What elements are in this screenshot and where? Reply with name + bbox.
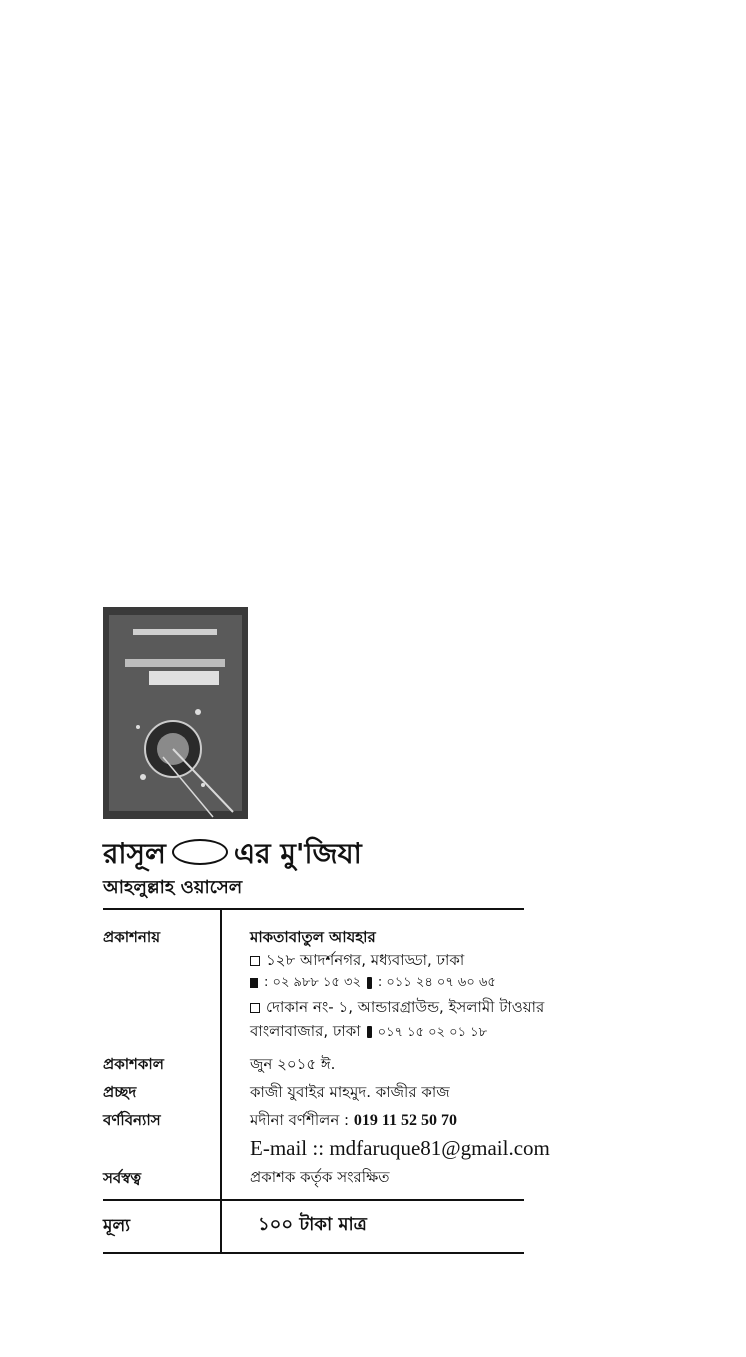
published-label: প্রকাশকাল xyxy=(103,1055,164,1073)
email-address: E-mail :: mdfaruque81@gmail.com xyxy=(250,1136,550,1160)
typesetting-label: বর্ণবিন্যাস xyxy=(103,1111,161,1129)
rights-label: সর্বস্বত্ব xyxy=(103,1169,142,1187)
cover-value: কাজী যুবাইর মাহমুদ. কাজীর কাজ xyxy=(250,1083,450,1101)
publisher-address-line-2: দোকান নং- ১, আন্ডারগ্রাউন্ড, ইসলামী টাওয়ার xyxy=(250,996,544,1018)
title-part-2: এর মু'জিযা xyxy=(233,837,362,870)
published-value: জুন ২০১৫ ঈ. xyxy=(250,1055,336,1073)
typesetting-value: মদীনা বর্ণশীলন : 019 11 52 50 70 xyxy=(250,1111,458,1129)
price-value: ১০০ টাকা মাত্র xyxy=(258,1214,367,1235)
column-divider xyxy=(220,909,222,1253)
telephone-icon xyxy=(250,978,258,988)
square-bullet-icon xyxy=(250,956,260,966)
price-top-rule xyxy=(103,1199,524,1201)
rights-value: প্রকাশক কর্তৃক সংরক্ষিত xyxy=(250,1168,390,1186)
publisher-address-line-1: ১২৮ আদর্শনগর, মধ্যবাড্ডা, ঢাকা xyxy=(250,949,464,971)
title-part-1: রাসূল xyxy=(103,837,166,870)
book-title xyxy=(103,836,362,872)
author-name: আহলুল্লাহ ওয়াসেল xyxy=(103,877,243,898)
mobile-phone-icon xyxy=(367,1026,372,1038)
publisher-address-line-3: বাংলাবাজার, ঢাকা ০১৭ ১৫ ০২ ০১ ১৮ xyxy=(250,1022,488,1040)
book-cover-thumbnail xyxy=(103,607,248,819)
top-rule xyxy=(103,908,524,910)
publisher-name: মাকতাবাতুল আযহার xyxy=(250,928,376,946)
mobile-phone-icon xyxy=(367,977,372,989)
publisher-contact-line: : ০২ ৯৮৮ ১৫ ৩২ : ০১১ ২৪ ০৭ ৬০ ৬৫ xyxy=(250,972,496,994)
cover-label: প্রচ্ছদ xyxy=(103,1083,137,1101)
publisher-label: প্রকাশনায় xyxy=(103,928,161,946)
bottom-rule xyxy=(103,1252,524,1254)
square-bullet-icon xyxy=(250,1003,260,1013)
salawat-seal-icon xyxy=(172,839,228,865)
price-label: মূল্য xyxy=(103,1216,131,1236)
